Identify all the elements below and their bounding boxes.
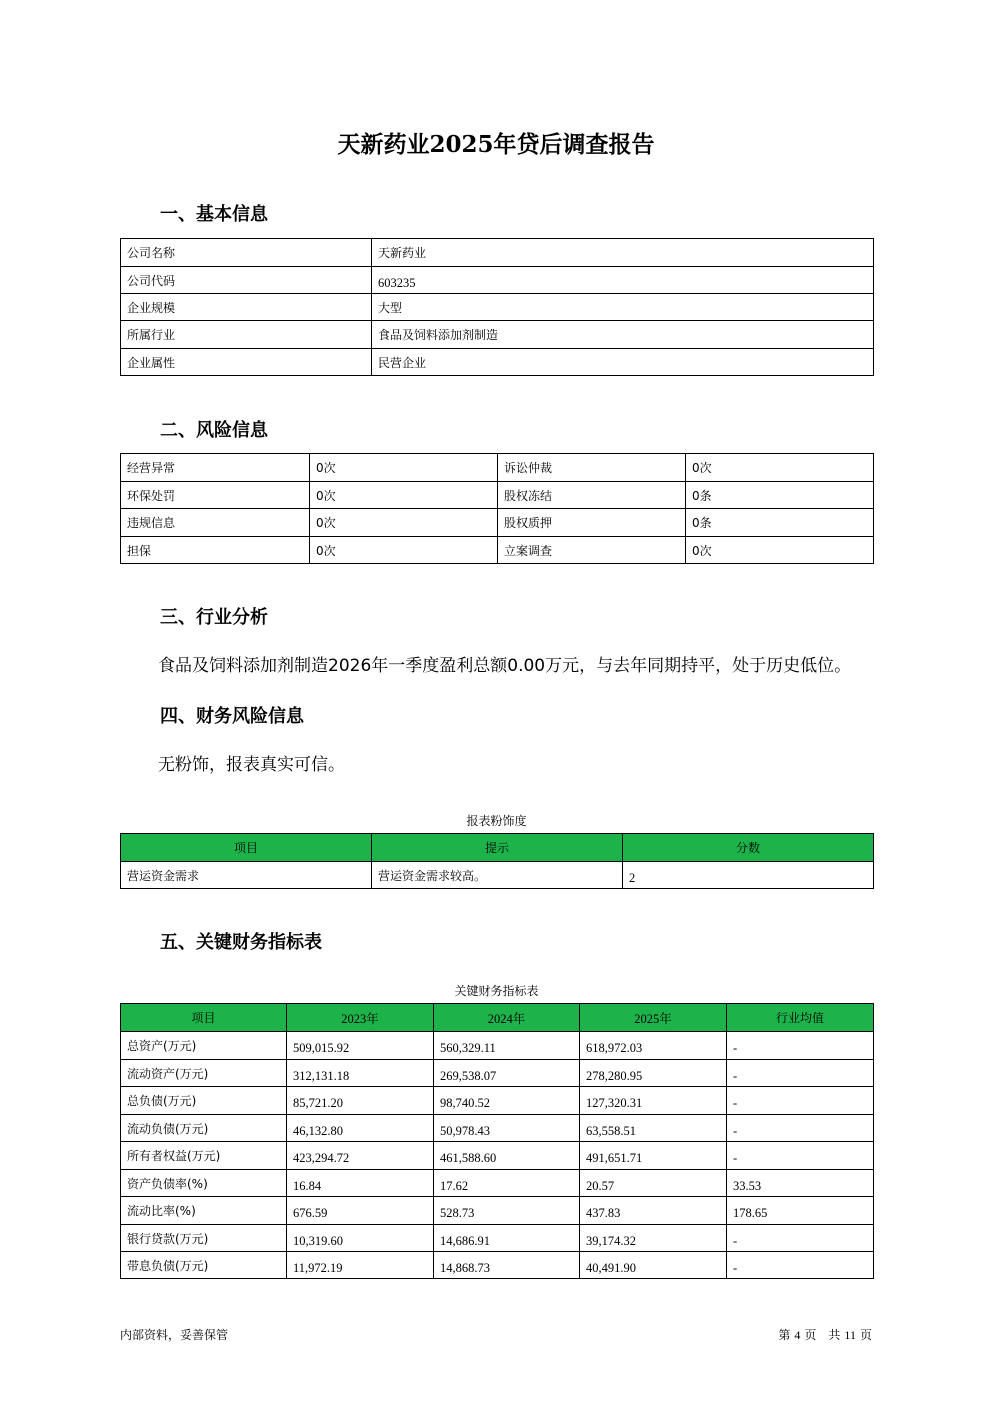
table-row	[121, 1060, 874, 1087]
indicator-label: 带息负债(万元)	[121, 1252, 287, 1279]
risk-value: 0次	[310, 537, 498, 564]
field-label: 公司代码	[121, 267, 372, 294]
risk-value: 0条	[686, 509, 874, 537]
indicator-value: 14,686.91	[434, 1225, 580, 1252]
table-row	[121, 294, 874, 321]
indicator-value: 560,329.11	[434, 1032, 580, 1060]
indicator-value: 63,558.51	[580, 1115, 727, 1142]
indicator-label: 流动比率(%)	[121, 1197, 287, 1225]
basic-info-table	[120, 238, 874, 376]
indicator-value: 98,740.52	[434, 1087, 580, 1115]
indicator-value: -	[727, 1252, 874, 1279]
table-row	[121, 1087, 874, 1115]
whitewash-table-caption: 报表粉饰度	[466, 814, 527, 828]
table-row	[121, 321, 874, 349]
section-heading-key-indicators: 五、关键财务指标表	[160, 932, 322, 953]
indicator-value: -	[727, 1087, 874, 1115]
indicator-value: 46,132.80	[287, 1115, 434, 1142]
indicator-value: -	[727, 1032, 874, 1060]
risk-label: 股权冻结	[498, 482, 686, 509]
field-value: 天新药业	[372, 239, 874, 267]
footer-confidential-note: 内部资料，妥善保管	[120, 1328, 229, 1342]
table-row	[121, 267, 874, 294]
table-row	[121, 1170, 874, 1197]
column-header: 行业均值	[727, 1004, 874, 1032]
indicator-value: 269,538.07	[434, 1060, 580, 1087]
indicator-label: 流动资产(万元)	[121, 1060, 287, 1087]
hint-cell: 营运资金需求较高。	[372, 862, 623, 889]
table-row	[121, 509, 874, 537]
whitewash-table	[120, 833, 874, 889]
section-heading-financial-risk: 四、财务风险信息	[160, 706, 304, 727]
indicator-value: 178.65	[727, 1197, 874, 1225]
risk-info-table	[120, 453, 874, 564]
table-row	[121, 1225, 874, 1252]
indicator-value: 491,651.71	[580, 1142, 727, 1170]
indicator-label: 资产负债率(%)	[121, 1170, 287, 1197]
field-label: 公司名称	[121, 239, 372, 267]
indicator-value: 312,131.18	[287, 1060, 434, 1087]
column-header: 分数	[623, 834, 874, 862]
risk-label: 环保处罚	[121, 482, 310, 509]
indicators-table-caption: 关键财务指标表	[454, 984, 539, 998]
indicator-value: 10,319.60	[287, 1225, 434, 1252]
indicator-value: 437.83	[580, 1197, 727, 1225]
risk-label: 经营异常	[121, 454, 310, 482]
field-label: 企业属性	[121, 349, 372, 376]
risk-label: 担保	[121, 537, 310, 564]
risk-value: 0次	[310, 509, 498, 537]
indicator-label: 总资产(万元)	[121, 1032, 287, 1060]
indicator-label: 所有者权益(万元)	[121, 1142, 287, 1170]
indicator-label: 总负债(万元)	[121, 1087, 287, 1115]
indicator-value: 618,972.03	[580, 1032, 727, 1060]
risk-label: 违规信息	[121, 509, 310, 537]
total-pages: 11	[844, 1328, 856, 1342]
indicator-value: 39,174.32	[580, 1225, 727, 1252]
risk-value: 0次	[310, 482, 498, 509]
column-header: 项目	[121, 834, 372, 862]
key-indicators-table	[120, 1003, 874, 1279]
table-header-row	[121, 834, 874, 862]
risk-value: 0次	[686, 537, 874, 564]
current-page: 4	[794, 1328, 801, 1342]
score-cell: 2	[623, 862, 874, 889]
indicator-value: 509,015.92	[287, 1032, 434, 1060]
indicator-value: 423,294.72	[287, 1142, 434, 1170]
table-row	[121, 482, 874, 509]
indicator-value: 20.57	[580, 1170, 727, 1197]
field-label: 所属行业	[121, 321, 372, 349]
indicator-value: 85,721.20	[287, 1087, 434, 1115]
indicator-value: 278,280.95	[580, 1060, 727, 1087]
page-mid: 页 共	[804, 1328, 841, 1342]
risk-value: 0条	[686, 482, 874, 509]
table-row	[121, 1115, 874, 1142]
industry-analysis-text: 食品及饲料添加剂制造2026年一季度盈利总额0.00万元，与去年同期持平，处于历史低位。	[158, 656, 852, 676]
column-header: 提示	[372, 834, 623, 862]
table-row	[121, 1142, 874, 1170]
table-row	[121, 349, 874, 376]
table-row	[121, 1252, 874, 1279]
financial-risk-text: 无粉饰，报表真实可信。	[158, 755, 345, 775]
indicator-value: 11,972.19	[287, 1252, 434, 1279]
field-value: 大型	[372, 294, 874, 321]
indicator-value: 16.84	[287, 1170, 434, 1197]
indicator-value: 50,978.43	[434, 1115, 580, 1142]
field-label: 企业规模	[121, 294, 372, 321]
column-header: 项目	[121, 1004, 287, 1032]
indicator-label: 银行贷款(万元)	[121, 1225, 287, 1252]
footer-page-number	[778, 1326, 872, 1343]
table-row	[121, 1197, 874, 1225]
table-row	[121, 1032, 874, 1060]
indicator-value: -	[727, 1142, 874, 1170]
field-value: 603235	[372, 267, 874, 294]
risk-label: 诉讼仲裁	[498, 454, 686, 482]
field-value: 民营企业	[372, 349, 874, 376]
indicator-value: 127,320.31	[580, 1087, 727, 1115]
risk-value: 0次	[686, 454, 874, 482]
column-header: 2025年	[580, 1004, 727, 1032]
risk-label: 立案调查	[498, 537, 686, 564]
column-header: 2023年	[287, 1004, 434, 1032]
indicator-value: 528.73	[434, 1197, 580, 1225]
table-row	[121, 537, 874, 564]
table-header-row	[121, 1004, 874, 1032]
indicator-value: -	[727, 1060, 874, 1087]
risk-label: 股权质押	[498, 509, 686, 537]
indicator-value: -	[727, 1115, 874, 1142]
item-cell: 营运资金需求	[121, 862, 372, 889]
indicator-label: 流动负债(万元)	[121, 1115, 287, 1142]
column-header: 2024年	[434, 1004, 580, 1032]
indicator-value: 676.59	[287, 1197, 434, 1225]
risk-value: 0次	[310, 454, 498, 482]
page-title: 天新药业2025年贷后调查报告	[337, 131, 655, 158]
indicator-value: 461,588.60	[434, 1142, 580, 1170]
page-suffix: 页	[859, 1328, 872, 1342]
table-row	[121, 454, 874, 482]
field-value: 食品及饲料添加剂制造	[372, 321, 874, 349]
indicator-value: 17.62	[434, 1170, 580, 1197]
indicator-value: 40,491.90	[580, 1252, 727, 1279]
section-heading-basic-info: 一、基本信息	[160, 204, 268, 225]
indicator-value: -	[727, 1225, 874, 1252]
table-row	[121, 862, 874, 889]
indicator-value: 33.53	[727, 1170, 874, 1197]
section-heading-industry: 三、行业分析	[160, 607, 268, 628]
page-prefix: 第	[778, 1328, 791, 1342]
section-heading-risk-info: 二、风险信息	[160, 420, 268, 441]
indicator-value: 14,868.73	[434, 1252, 580, 1279]
table-row	[121, 239, 874, 267]
